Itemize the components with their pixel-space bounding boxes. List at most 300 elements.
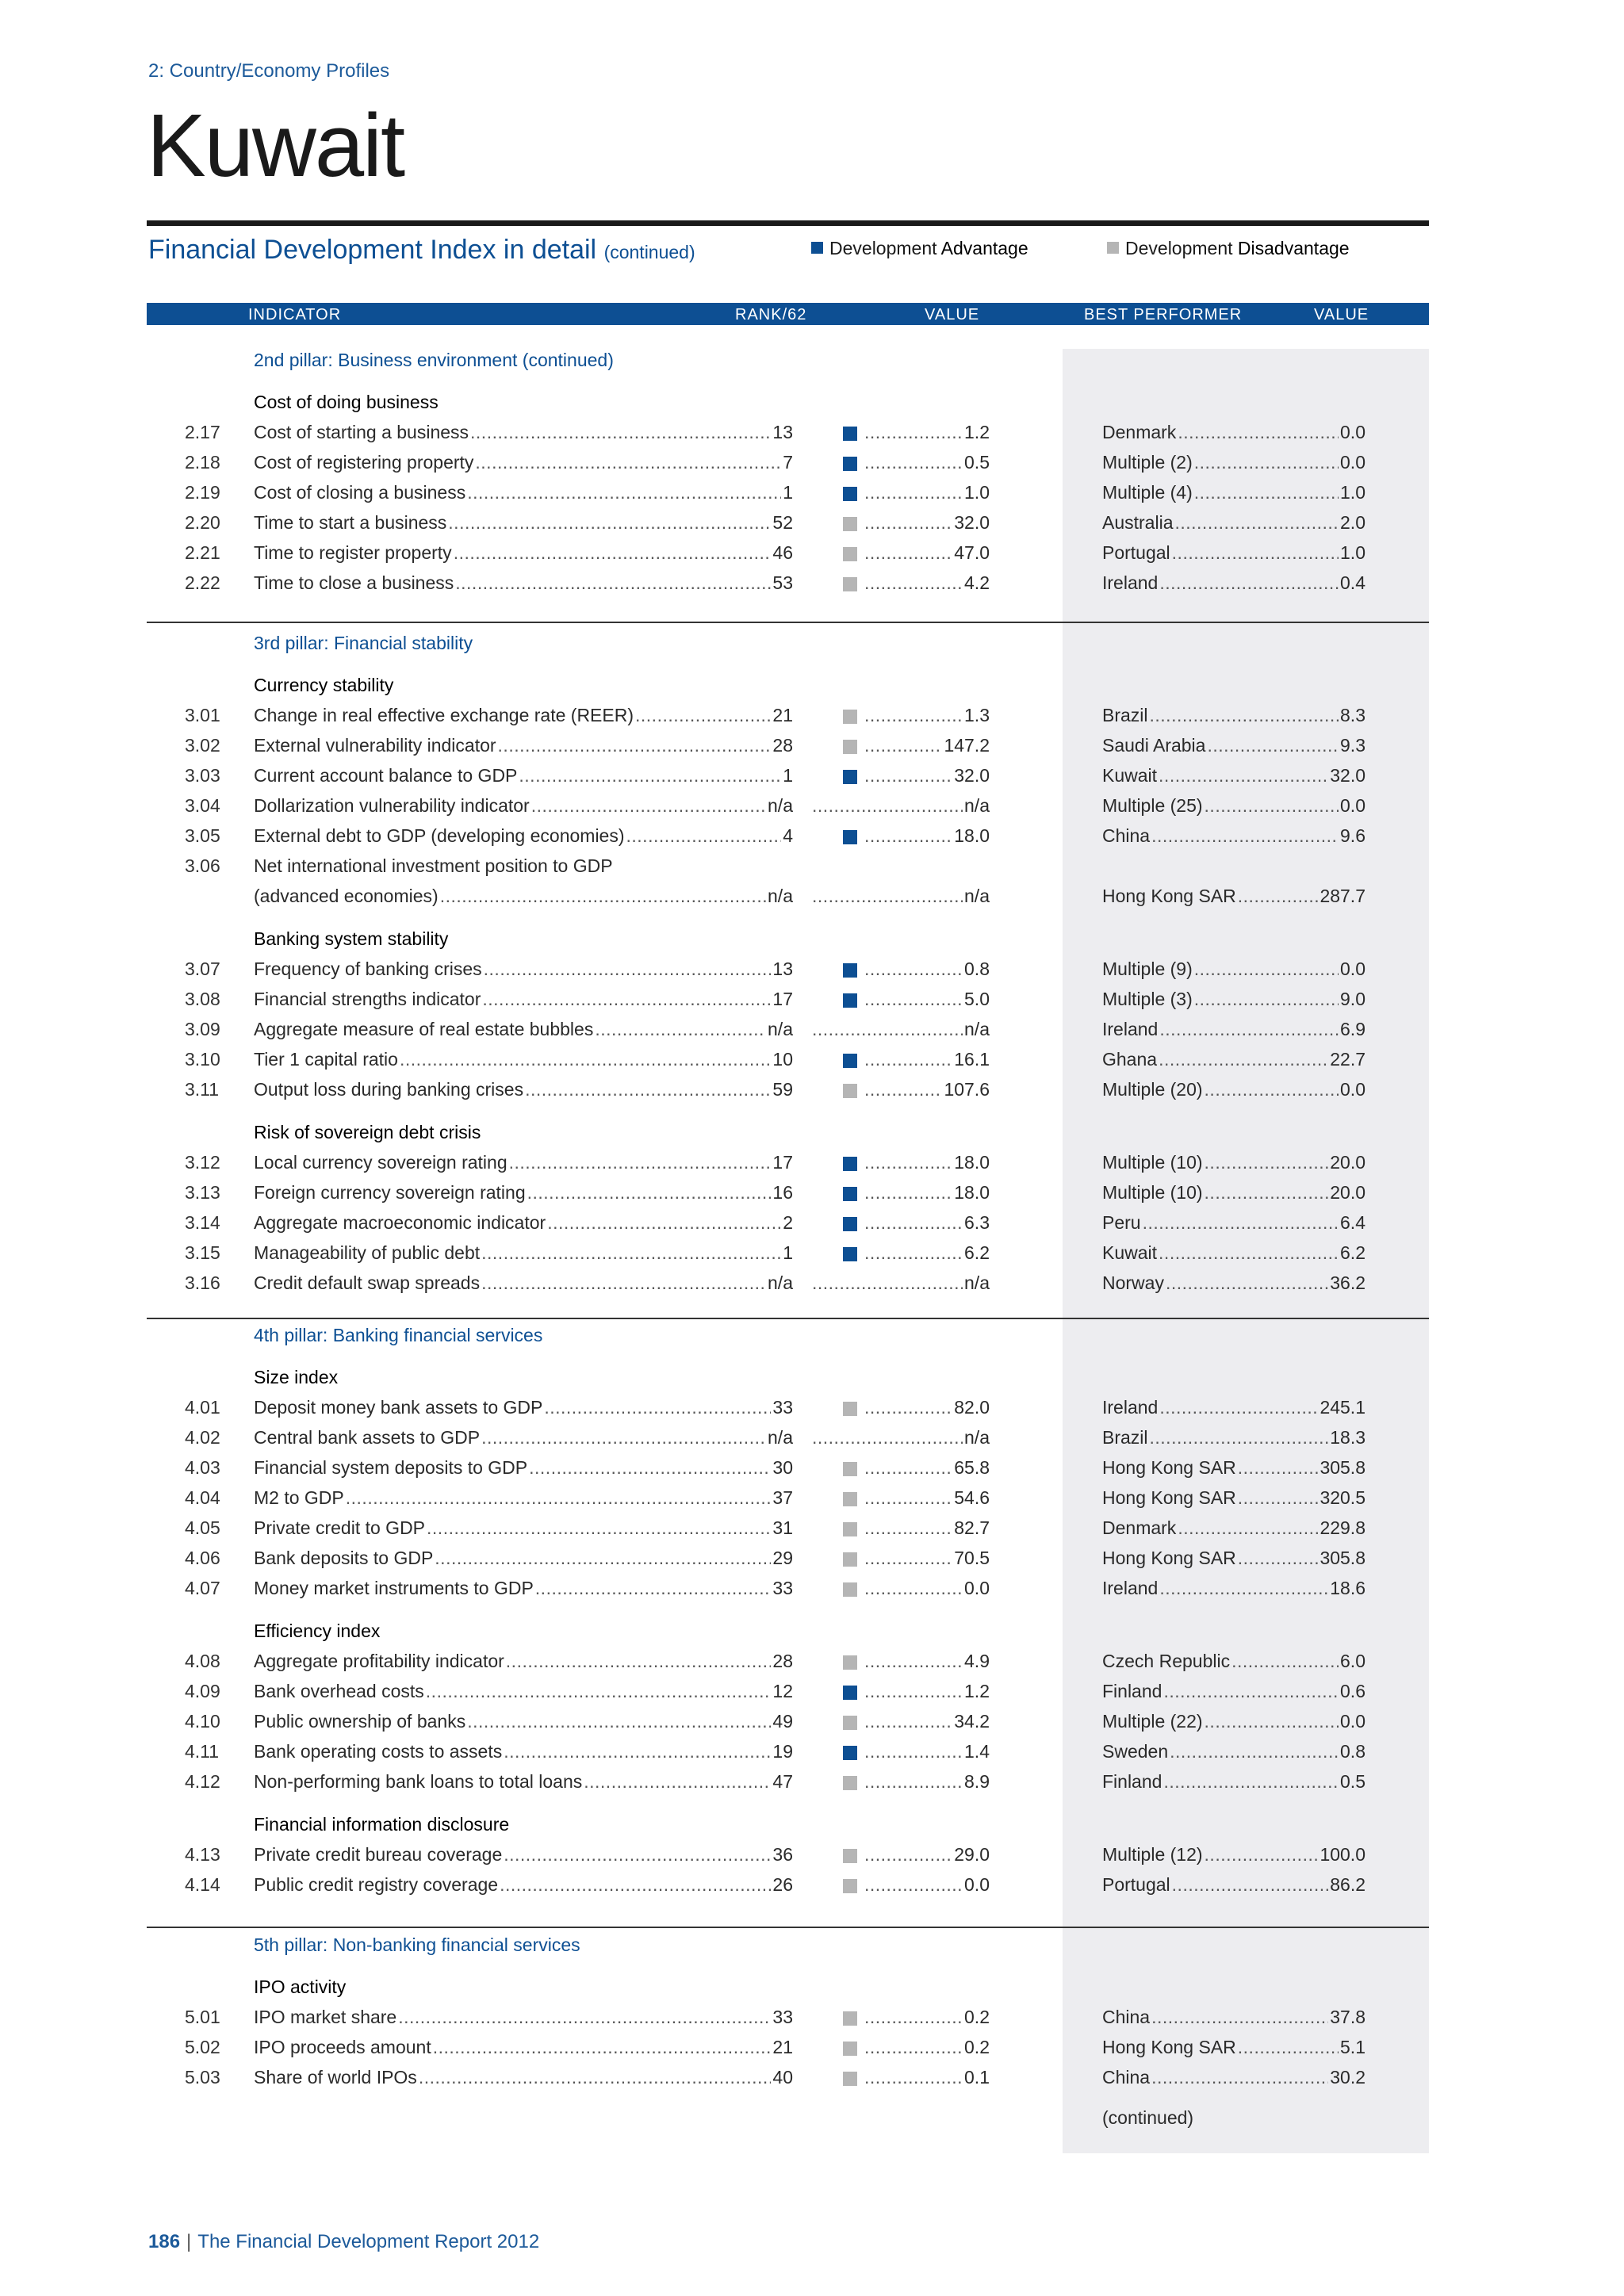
best-performer-name: Multiple (12) <box>1102 1844 1203 1865</box>
leader-dots <box>1159 572 1339 594</box>
leader-dots <box>864 1212 963 1234</box>
pillar-title-text: 4th pillar: Banking financial services <box>254 1325 543 1345</box>
leader-dots <box>812 886 963 907</box>
leader-dots <box>1166 1272 1328 1294</box>
indicator-value-cell <box>863 1487 990 1509</box>
best-performer-name: Peru <box>1102 1212 1141 1233</box>
indicator-number: 4.04 <box>185 1487 220 1508</box>
subsection-title: Cost of doing business <box>254 392 439 412</box>
indicator-rank: 49 <box>772 1711 793 1732</box>
indicator-name: Money market instruments to GDP <box>254 1578 534 1598</box>
best-performer-row <box>1102 1152 1365 1173</box>
disadvantage-square-icon <box>843 547 857 561</box>
indicator-rank: 59 <box>772 1079 793 1100</box>
section-title-continued: (continued) <box>603 242 695 262</box>
indicator-value-cell <box>863 1242 990 1264</box>
indicator-value: 1.3 <box>964 705 990 725</box>
subsection-title: Currency stability <box>254 675 394 695</box>
indicator-row <box>254 795 793 817</box>
disadvantage-square-icon <box>843 1552 857 1567</box>
indicator-value: 0.0 <box>964 1578 990 1598</box>
leader-dots <box>484 959 772 980</box>
disadvantage-square-icon <box>843 710 857 724</box>
best-performer-name: Sweden <box>1102 1741 1169 1762</box>
best-performer-value: 8.3 <box>1340 705 1365 725</box>
indicator-number: 3.13 <box>185 1182 220 1203</box>
indicator-value: 65.8 <box>954 1457 990 1478</box>
advantage-square-icon <box>843 1217 857 1231</box>
leader-dots <box>509 1152 772 1173</box>
indicator-name: Cost of closing a business <box>254 482 466 503</box>
indicator-rank: 16 <box>772 1182 793 1203</box>
indicator-value: 8.9 <box>964 1771 990 1792</box>
advantage-square-icon <box>843 993 857 1008</box>
leader-dots <box>1159 1397 1318 1418</box>
indicator-number: 3.09 <box>185 1019 220 1039</box>
indicator-value-cell <box>863 1152 990 1173</box>
best-performer-name: Multiple (10) <box>1102 1182 1203 1203</box>
best-performer-name: Finland <box>1102 1771 1162 1792</box>
legend-disadvantage-square-icon <box>1107 242 1119 254</box>
indicator-value: 1.2 <box>964 1681 990 1701</box>
best-performer-row <box>1102 1578 1365 1599</box>
best-performer-row <box>1102 825 1365 847</box>
indicator-value: 4.2 <box>964 572 990 593</box>
na-value <box>810 1272 990 1294</box>
leader-dots <box>544 1397 771 1418</box>
leader-dots <box>1194 482 1339 503</box>
best-performer-value: 2.0 <box>1340 512 1365 533</box>
best-performer-row <box>1102 959 1365 980</box>
indicator-value-cell <box>863 765 990 786</box>
indicator-row <box>254 2007 793 2028</box>
indicator-value: 18.0 <box>954 1152 990 1173</box>
advantage-square-icon <box>843 830 857 844</box>
indicator-value: 29.0 <box>954 1844 990 1865</box>
best-performer-name: Multiple (9) <box>1102 959 1193 979</box>
pillar-divider <box>147 622 1429 623</box>
leader-dots <box>504 1844 771 1866</box>
best-performer-row <box>1102 1397 1365 1418</box>
indicator-value: n/a <box>964 886 990 906</box>
leader-dots <box>812 1427 963 1448</box>
indicator-value: 32.0 <box>954 512 990 533</box>
legend-advantage-strong: Advantage <box>940 238 1028 258</box>
leader-dots <box>467 482 781 503</box>
best-performer-name: Brazil <box>1102 1427 1148 1448</box>
best-performer-row <box>1102 2037 1365 2058</box>
subsection-title: Size index <box>254 1367 339 1387</box>
best-performer-value: 0.0 <box>1340 1079 1365 1100</box>
leader-dots <box>346 1487 772 1509</box>
indicator-number: 3.15 <box>185 1242 220 1263</box>
indicator-number: 2.22 <box>185 572 220 593</box>
best-performer-name: Australia <box>1102 512 1174 533</box>
indicator-value: 0.2 <box>964 2037 990 2057</box>
leader-dots <box>531 795 766 817</box>
best-performer-row <box>1102 1741 1365 1762</box>
best-performer-value: 229.8 <box>1320 1517 1365 1538</box>
indicator-rank: 33 <box>772 1397 793 1418</box>
subsection-title: Financial information disclosure <box>254 1814 510 1835</box>
indicator-value-cell <box>863 422 990 443</box>
indicator-name: IPO market share <box>254 2007 397 2027</box>
legend-advantage <box>811 238 1028 259</box>
best-performer-name: Multiple (2) <box>1102 452 1193 473</box>
na-value <box>810 795 990 817</box>
best-performer-row <box>1102 1079 1365 1100</box>
indicator-name: Aggregate macroeconomic indicator <box>254 1212 546 1233</box>
indicator-value-cell <box>863 1548 990 1569</box>
best-performer-name: Ireland <box>1102 1019 1159 1039</box>
indicator-number: 3.04 <box>185 795 220 816</box>
indicator-rank: 1 <box>783 1242 793 1263</box>
best-performer-row <box>1102 1019 1365 1040</box>
leader-dots <box>506 1651 772 1672</box>
indicator-value-cell <box>863 1457 990 1479</box>
best-performer-value: 0.5 <box>1340 1771 1365 1792</box>
indicator-value: n/a <box>964 1427 990 1448</box>
best-performer-row <box>1102 886 1365 907</box>
leader-dots <box>481 1272 766 1294</box>
leader-dots <box>1163 1771 1339 1793</box>
indicator-row <box>254 705 793 726</box>
best-performer-row <box>1102 452 1365 473</box>
indicator-value: 4.9 <box>964 1651 990 1671</box>
leader-dots <box>864 2037 963 2058</box>
indicator-value: 16.1 <box>954 1049 990 1070</box>
indicator-name: Local currency sovereign rating <box>254 1152 508 1173</box>
disadvantage-square-icon <box>843 1462 857 1476</box>
indicator-rank: 33 <box>772 2007 793 2027</box>
page-title: Kuwait <box>147 96 404 195</box>
best-performer-value: 9.6 <box>1340 825 1365 846</box>
best-performer-value: 100.0 <box>1320 1844 1365 1865</box>
indicator-row <box>254 1397 793 1418</box>
best-performer-row <box>1102 1487 1365 1509</box>
best-performer-name: Ireland <box>1102 1397 1159 1418</box>
best-performer-value: 20.0 <box>1330 1152 1365 1173</box>
indicator-value-cell <box>863 1711 990 1732</box>
indicator-row <box>254 452 793 473</box>
leader-dots <box>864 452 963 473</box>
leader-dots <box>1194 989 1339 1010</box>
indicator-number: 3.02 <box>185 735 220 756</box>
indicator-row <box>254 1487 793 1509</box>
leader-dots <box>864 1487 952 1509</box>
indicator-number: 4.08 <box>185 1651 220 1671</box>
indicator-number: 4.09 <box>185 1681 220 1701</box>
leader-dots <box>864 482 963 503</box>
best-performer-value: 6.0 <box>1340 1651 1365 1671</box>
indicator-number: 5.02 <box>185 2037 220 2057</box>
advantage-square-icon <box>843 1686 857 1700</box>
indicator-rank: n/a <box>768 886 793 906</box>
leader-dots <box>398 2007 771 2028</box>
best-performer-value: 30.2 <box>1330 2067 1365 2087</box>
best-performer-value: 305.8 <box>1320 1548 1365 1568</box>
leader-dots <box>1207 735 1339 756</box>
best-performer-row <box>1102 735 1365 756</box>
indicator-rank: 40 <box>772 2067 793 2087</box>
leader-dots <box>864 1152 952 1173</box>
indicator-rank: 33 <box>772 1578 793 1598</box>
indicator-row <box>254 1182 793 1203</box>
best-performer-row <box>1102 1844 1365 1866</box>
best-performer-name: Brazil <box>1102 705 1148 725</box>
best-performer-value: 1.0 <box>1340 482 1365 503</box>
best-performer-value: 0.0 <box>1340 959 1365 979</box>
indicator-rank: 46 <box>772 542 793 563</box>
best-performer-value: 20.0 <box>1330 1182 1365 1203</box>
best-performer-row <box>1102 1272 1365 1294</box>
best-performer-value: 5.1 <box>1340 2037 1365 2057</box>
indicator-value: 0.1 <box>964 2067 990 2087</box>
na-value <box>810 1427 990 1448</box>
leader-dots <box>1172 542 1339 564</box>
indicator-name: Financial system deposits to GDP <box>254 1457 528 1478</box>
leader-dots <box>595 1019 766 1040</box>
indicator-value-cell <box>863 1681 990 1702</box>
indicator-rank: n/a <box>768 1272 793 1293</box>
pillar-title-text: 5th pillar: Non-banking financial services <box>254 1934 580 1955</box>
indicator-row <box>254 1681 793 1702</box>
best-performer-name: Norway <box>1102 1272 1164 1293</box>
leader-dots <box>584 1771 771 1793</box>
indicator-name: Financial strengths indicator <box>254 989 481 1009</box>
indicator-name: Cost of registering property <box>254 452 474 473</box>
best-performer-value: 86.2 <box>1330 1874 1365 1895</box>
best-performer-name: Hong Kong SAR <box>1102 1457 1236 1478</box>
indicator-name: IPO proceeds amount <box>254 2037 431 2057</box>
indicator-value: 82.0 <box>954 1397 990 1418</box>
indicator-row <box>254 1578 793 1599</box>
indicator-value-cell <box>863 959 990 980</box>
indicator-row <box>254 1079 793 1100</box>
indicator-value-cell <box>863 482 990 503</box>
leader-dots <box>1170 1741 1339 1762</box>
indicator-row <box>254 542 793 564</box>
leader-dots <box>812 795 963 817</box>
indicator-value-cell <box>863 825 990 847</box>
leader-dots <box>1205 1152 1329 1173</box>
leader-dots <box>547 1212 781 1234</box>
best-performer-name: Kuwait <box>1102 1242 1158 1263</box>
indicator-number: 4.03 <box>185 1457 220 1478</box>
indicator-number: 3.05 <box>185 825 220 846</box>
indicator-row <box>254 572 793 594</box>
indicator-rank: 17 <box>772 989 793 1009</box>
advantage-square-icon <box>843 1746 857 1760</box>
page-footer <box>148 2231 539 2253</box>
disadvantage-square-icon <box>843 577 857 591</box>
best-performer-row <box>1102 512 1365 534</box>
leader-dots <box>1178 1517 1318 1539</box>
indicator-rank: 4 <box>783 825 793 846</box>
advantage-square-icon <box>843 427 857 441</box>
indicator-rank: 17 <box>772 1152 793 1173</box>
best-performer-name: Czech Republic <box>1102 1651 1231 1671</box>
leader-dots <box>427 1517 771 1539</box>
indicator-number: 2.20 <box>185 512 220 533</box>
indicator-value: 6.2 <box>964 1242 990 1263</box>
indicator-rank: 21 <box>772 705 793 725</box>
leader-dots <box>470 422 771 443</box>
leader-dots <box>419 2067 772 2088</box>
best-performer-row <box>1102 1242 1365 1264</box>
disadvantage-square-icon <box>843 1402 857 1416</box>
best-performer-name: Multiple (3) <box>1102 989 1193 1009</box>
indicator-value: 47.0 <box>954 542 990 563</box>
indicator-value-cell <box>863 542 990 564</box>
indicator-number: 4.01 <box>185 1397 220 1418</box>
best-performer-row <box>1102 1874 1365 1896</box>
best-performer-row <box>1102 482 1365 503</box>
pillar-title-text: 2nd pillar: Business environment <box>254 350 518 370</box>
leader-dots <box>864 2067 963 2088</box>
indicator-number: 3.16 <box>185 1272 220 1293</box>
indicator-rank: 37 <box>772 1487 793 1508</box>
indicator-number: 4.14 <box>185 1874 220 1895</box>
pillar-divider <box>147 1927 1429 1928</box>
indicator-row <box>254 1272 793 1294</box>
indicator-rank: 29 <box>772 1548 793 1568</box>
best-performer-value: 0.0 <box>1340 452 1365 473</box>
indicator-number: 4.12 <box>185 1771 220 1792</box>
leader-dots <box>864 2007 963 2028</box>
best-performer-row <box>1102 705 1365 726</box>
leader-dots <box>864 422 963 443</box>
leader-dots <box>1151 2007 1328 2028</box>
leader-dots <box>864 765 952 786</box>
indicator-name: Deposit money bank assets to GDP <box>254 1397 543 1418</box>
indicator-rank: 1 <box>783 765 793 786</box>
indicator-value: 18.0 <box>954 1182 990 1203</box>
leader-dots <box>864 989 963 1010</box>
best-performer-value: 1.0 <box>1340 542 1365 563</box>
leader-dots <box>864 1548 952 1569</box>
best-performer-row <box>1102 542 1365 564</box>
indicator-name: M2 to GDP <box>254 1487 344 1508</box>
indicator-name: Manageability of public debt <box>254 1242 481 1263</box>
indicator-number: 2.18 <box>185 452 220 473</box>
indicator-number: 2.17 <box>185 422 220 442</box>
section-title-text: Financial Development Index in detail <box>148 235 597 265</box>
leader-dots <box>481 1242 781 1264</box>
best-performer-row <box>1102 1457 1365 1479</box>
legend-disadvantage <box>1107 238 1350 259</box>
disadvantage-square-icon <box>843 1084 857 1098</box>
indicator-value-cell <box>863 2037 990 2058</box>
leader-dots <box>433 2037 772 2058</box>
subsection-title: Risk of sovereign debt crisis <box>254 1122 481 1142</box>
best-performer-name: China <box>1102 825 1151 846</box>
pillar-title-continued: (continued) <box>522 350 614 370</box>
leader-dots <box>481 1427 766 1448</box>
subsection-title: IPO activity <box>254 1976 347 1997</box>
best-performer-value: 18.6 <box>1330 1578 1365 1598</box>
indicator-name: Aggregate measure of real estate bubbles <box>254 1019 594 1039</box>
indicator-value-cell <box>863 1578 990 1599</box>
indicator-rank: n/a <box>768 795 793 816</box>
indicator-rank: 21 <box>772 2037 793 2057</box>
leader-dots <box>864 1182 952 1203</box>
best-performer-row <box>1102 1212 1365 1234</box>
best-performer-name: Hong Kong SAR <box>1102 1487 1236 1508</box>
leader-dots <box>864 959 963 980</box>
indicator-name: Dollarization vulnerability indicator <box>254 795 530 816</box>
disadvantage-square-icon <box>843 740 857 754</box>
indicator-name: Non-performing bank loans to total loans <box>254 1771 583 1792</box>
indicator-value-cell <box>863 572 990 594</box>
leader-dots <box>1205 1182 1329 1203</box>
indicator-rank: 12 <box>772 1681 793 1701</box>
best-performer-name: Multiple (22) <box>1102 1711 1203 1732</box>
leader-dots <box>864 542 952 564</box>
leader-dots <box>626 825 782 847</box>
best-performer-value: 245.1 <box>1320 1397 1365 1418</box>
leader-dots <box>864 1049 952 1070</box>
best-performer-name: Ghana <box>1102 1049 1158 1070</box>
best-performer-row <box>1102 2067 1365 2088</box>
indicator-row <box>254 1242 793 1264</box>
leader-dots <box>864 1651 963 1672</box>
disadvantage-square-icon <box>843 1492 857 1506</box>
best-performer-name: Saudi Arabia <box>1102 735 1206 756</box>
leader-dots <box>455 572 771 594</box>
leader-dots <box>864 512 952 534</box>
indicator-rank: n/a <box>768 1019 793 1039</box>
disadvantage-square-icon <box>843 1655 857 1670</box>
indicator-name: Bank deposits to GDP <box>254 1548 434 1568</box>
leader-dots <box>1231 1651 1339 1672</box>
indicator-value: 1.2 <box>964 422 990 442</box>
indicator-row <box>254 959 793 980</box>
best-performer-name: Multiple (20) <box>1102 1079 1203 1100</box>
indicator-name: Time to close a business <box>254 572 454 593</box>
indicator-name: Foreign currency sovereign rating <box>254 1182 526 1203</box>
indicator-value-cell <box>863 1651 990 1672</box>
indicator-number: 4.11 <box>185 1741 220 1762</box>
best-performer-row <box>1102 1681 1365 1702</box>
best-performer-value: 9.0 <box>1340 989 1365 1009</box>
leader-dots <box>1159 765 1328 786</box>
indicator-name: Private credit bureau coverage <box>254 1844 503 1865</box>
indicator-value-cell <box>863 452 990 473</box>
indicator-row <box>254 1517 793 1539</box>
leader-dots <box>864 705 963 726</box>
indicator-number: 3.08 <box>185 989 220 1009</box>
page-number: 186 <box>148 2231 181 2252</box>
leader-dots <box>864 825 952 847</box>
header-best-value: VALUE <box>1314 306 1369 323</box>
indicator-name: Bank overhead costs <box>254 1681 424 1701</box>
indicator-number: 2.19 <box>185 482 220 503</box>
header-best-performer: BEST PERFORMER <box>1084 306 1243 323</box>
best-performer-row <box>1102 1517 1365 1539</box>
leader-dots <box>864 1457 952 1479</box>
leader-dots <box>1143 1212 1339 1234</box>
leader-dots <box>1150 1427 1329 1448</box>
indicator-rank: 13 <box>772 422 793 442</box>
indicator-row <box>254 1427 793 1448</box>
indicator-value-cell <box>863 735 990 756</box>
indicator-value: n/a <box>964 795 990 816</box>
indicator-name: Public credit registry coverage <box>254 1874 499 1895</box>
indicator-rank: 1 <box>783 482 793 503</box>
indicator-value: 82.7 <box>954 1517 990 1538</box>
indicator-number: 3.11 <box>185 1079 220 1100</box>
